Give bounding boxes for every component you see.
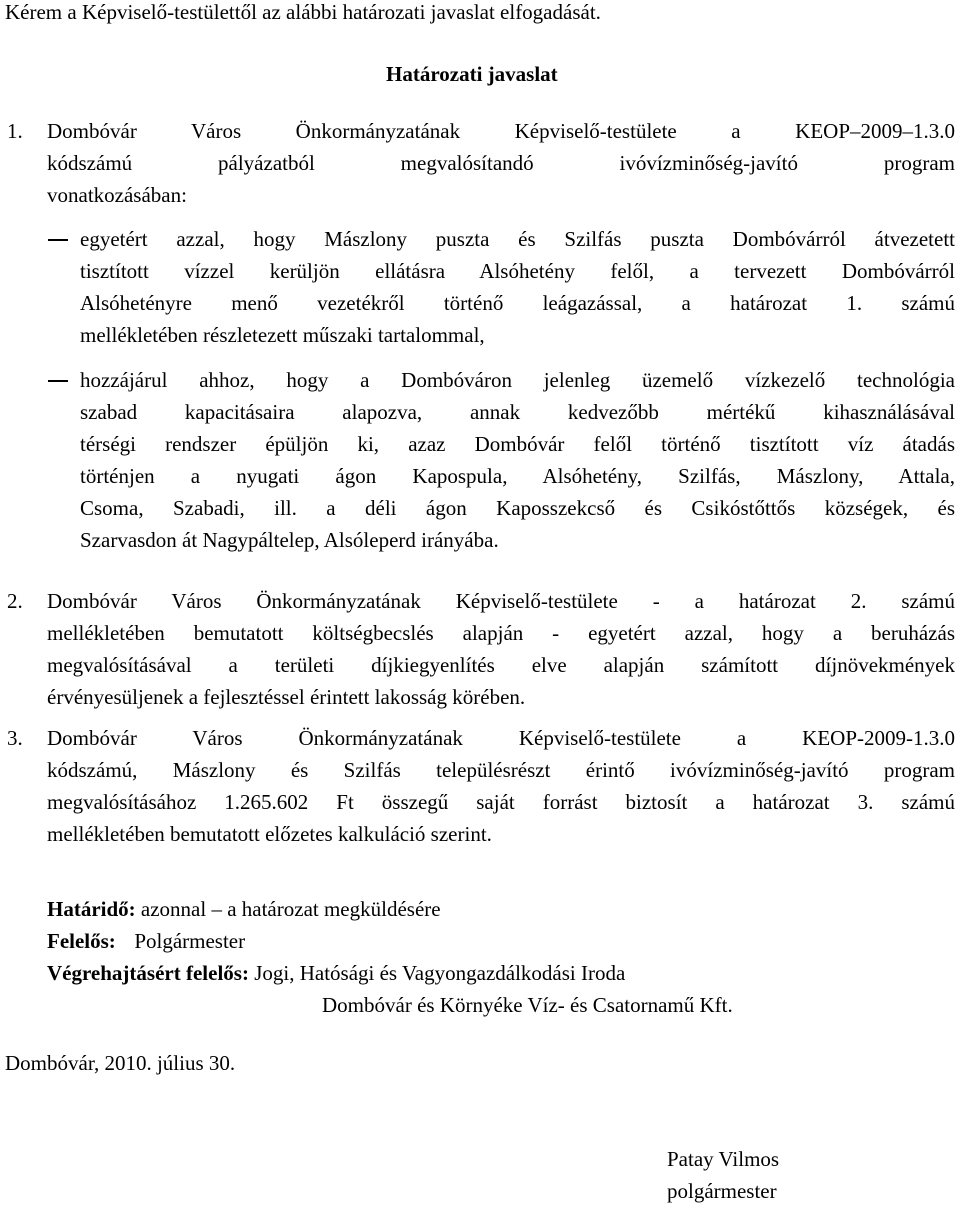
item-1-line-3: vonatkozásában: <box>47 183 187 207</box>
deadline-value: azonnal – a határozat megküldésére <box>140 897 441 921</box>
bullet-dash-2 <box>48 380 68 382</box>
bullet-dash-1 <box>48 239 68 241</box>
bullet-2-line-1: hozzájárul ahhoz, hogy a Dombóváron jelenleg üzemelő vízkezelő technológia <box>80 368 955 392</box>
bullet-1-line-4: mellékletében részletezett műszaki tartalommal, <box>80 323 485 347</box>
item-3-line-1: Dombóvár Város Önkormányzatának Képviselő-testülete a KEOP-2009-1.3.0 <box>47 726 955 750</box>
item-3-line-2: kódszámú, Mászlony és Szilfás településrészt érintő ivóvízminőség-javító program <box>47 758 955 782</box>
executor-row <box>47 957 625 990</box>
place-date: Dombóvár, 2010. július 30. <box>5 1051 236 1075</box>
item-2-line-3: megvalósításával a területi díjkiegyenlítés elve alapján számított díjnövekmények <box>47 653 955 677</box>
executor-value-1: Jogi, Hatósági és Vagyongazdálkodási Iroda <box>254 961 626 985</box>
responsible-value: Polgármester <box>134 929 246 953</box>
executor-label: Végrehajtásért felelős: <box>47 961 249 985</box>
item-1-line-2: kódszámú pályázatból megvalósítandó ivóvízminőség-javító program <box>47 151 955 175</box>
bullet-2-line-4: történjen a nyugati ágon Kapospula, Alsóhetény, Szilfás, Mászlony, Attala, <box>80 464 955 488</box>
item-2-line-4: érvényesüljenek a fejlesztéssel érintett lakosság körében. <box>47 685 526 709</box>
item-3-line-4: mellékletében bemutatott előzetes kalkuláció szerint. <box>47 822 492 846</box>
bullet-1-line-1: egyetért azzal, hogy Mászlony puszta és Szilfás puszta Dombóvárról átvezetett <box>80 227 955 251</box>
deadline-label: Határidő: <box>47 897 136 921</box>
signature-role: polgármester <box>667 1179 777 1203</box>
intro-text: Kérem a Képviselő-testülettől az alábbi határozati javaslat elfogadását. <box>5 0 601 24</box>
resolution-title: Határozati javaslat <box>386 62 558 86</box>
responsible-row <box>47 925 245 958</box>
bullet-1-line-2: tisztított vízzel kerüljön ellátásra Alsóhetény felől, a tervezett Dombóvárról <box>80 259 955 283</box>
signature-name: Patay Vilmos <box>667 1147 780 1171</box>
bullet-2-line-2: szabad kapacitásaira alapozva, annak kedvezőbb mértékű kihasználásával <box>80 400 955 424</box>
bullet-2-line-3: térségi rendszer épüljön ki, azaz Dombóvár felől történő tisztított víz átadás <box>80 432 955 456</box>
bullet-1-line-3: Alsóhetényre menő vezetékről történő leágazással, a határozat 1. számú <box>80 291 955 315</box>
item-3-number: 3. <box>7 726 23 750</box>
responsible-label: Felelős: <box>47 929 116 953</box>
executor-value-2: Dombóvár és Környéke Víz- és Csatornamű Kft. <box>322 993 733 1017</box>
item-3-line-3: megvalósításához 1.265.602 Ft összegű saját forrást biztosít a határozat 3. számú <box>47 790 955 814</box>
item-1-number: 1. <box>7 119 23 143</box>
bullet-2-line-5: Csoma, Szabadi, ill. a déli ágon Kaposszekcső és Csikóstőttős községek, és <box>80 496 955 520</box>
item-2-line-1: Dombóvár Város Önkormányzatának Képviselő-testülete - a határozat 2. számú <box>47 589 955 613</box>
item-2-line-2: mellékletében bemutatott költségbecslés alapján - egyetért azzal, hogy a beruházás <box>47 621 955 645</box>
bullet-2-line-6: Szarvasdon át Nagypáltelep, Alsóleperd irányába. <box>80 528 499 552</box>
deadline-row <box>47 893 441 926</box>
item-1-line-1: Dombóvár Város Önkormányzatának Képviselő-testülete a KEOP–2009–1.3.0 <box>47 119 955 143</box>
item-2-number: 2. <box>7 589 23 613</box>
